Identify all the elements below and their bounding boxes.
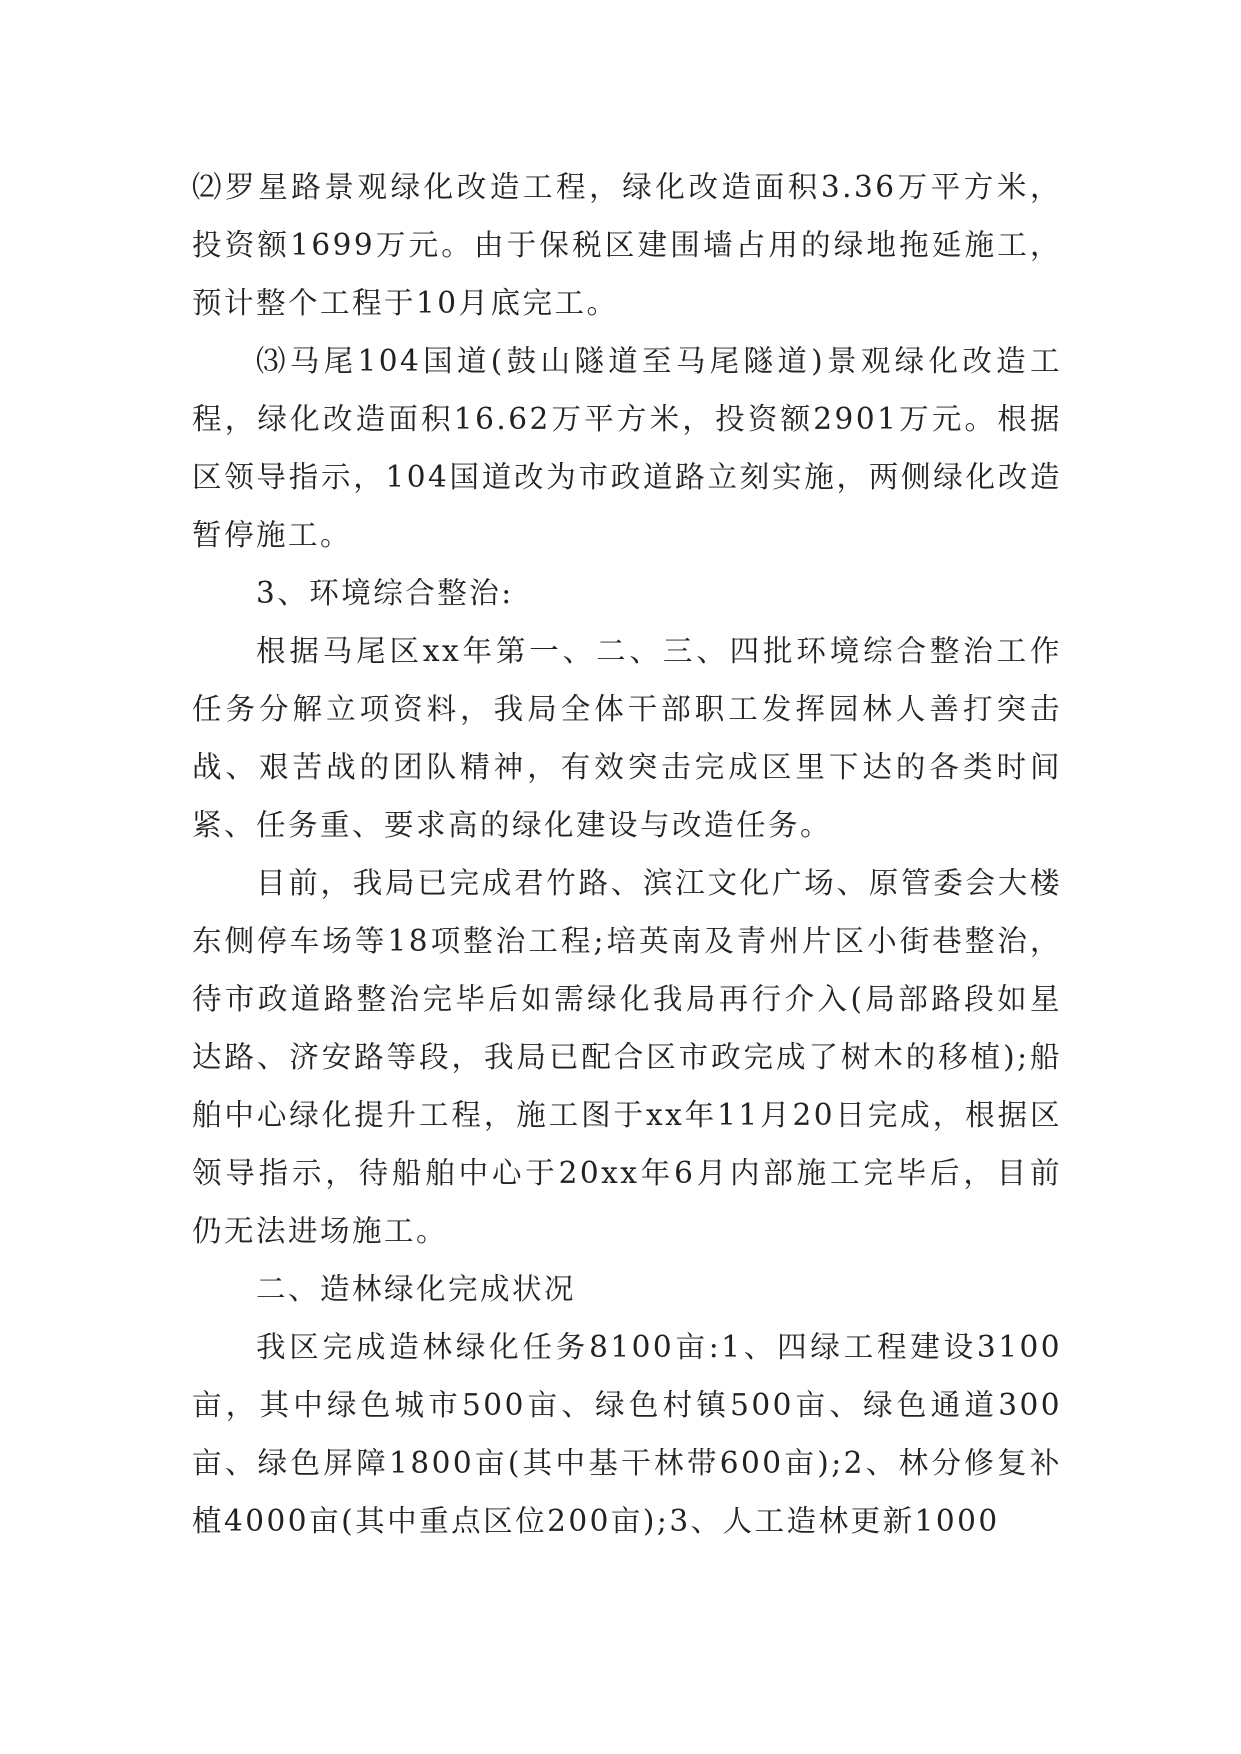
paragraph-104-national-road: ⑶马尾104国道(鼓山隧道至马尾隧道)景观绿化改造工程，绿化改造面积16.62万平方米，投资额2901万元。根据区领导指示，104国道改为市政道路立刻实施，两侧绿化改造暂停施工。 [192,344,1062,552]
paragraph-luoxing-road: ⑵罗星路景观绿化改造工程，绿化改造面积3.36万平方米，投资额1699万元。由于保税区建围墙占用的绿地拖延施工，预计整个工程于10月底完工。 [192,170,1062,320]
document-page [192,158,1062,1550]
section-heading-environment: 3、环境综合整治: [256,576,514,610]
section-heading-afforestation: 二、造林绿化完成状况 [256,1272,577,1306]
paragraph-completed-projects: 目前，我局已完成君竹路、滨江文化广场、原管委会大楼东侧停车场等18项整治工程;培英南及青州片区小街巷整治，待市政道路整治完毕后如需绿化我局再行介入(局部路段如星达路、济安路等段，我局已配合区市政完成了树木的移植);船舶中心绿化提升工程，施工图于xx年11月20日完成，根据区领导指示，待船舶中心于20xx年6月内部施工完毕后，目前仍无法进场施工。 [192,866,1062,1248]
paragraph-afforestation-tasks: 我区完成造林绿化任务8100亩:1、四绿工程建设3100亩，其中绿色城市500亩、绿色村镇500亩、绿色通道300亩、绿色屏障1800亩(其中基干林带600亩);2、林分修复补植4000亩(其中重点区位200亩);3、人工造林更新1000 [192,1330,1062,1538]
paragraph-task-breakdown: 根据马尾区xx年第一、二、三、四批环境综合整治工作任务分解立项资料，我局全体干部职工发挥园林人善打突击战、艰苦战的团队精神，有效突击完成区里下达的各类时间紧、任务重、要求高的绿化建设与改造任务。 [192,634,1062,842]
